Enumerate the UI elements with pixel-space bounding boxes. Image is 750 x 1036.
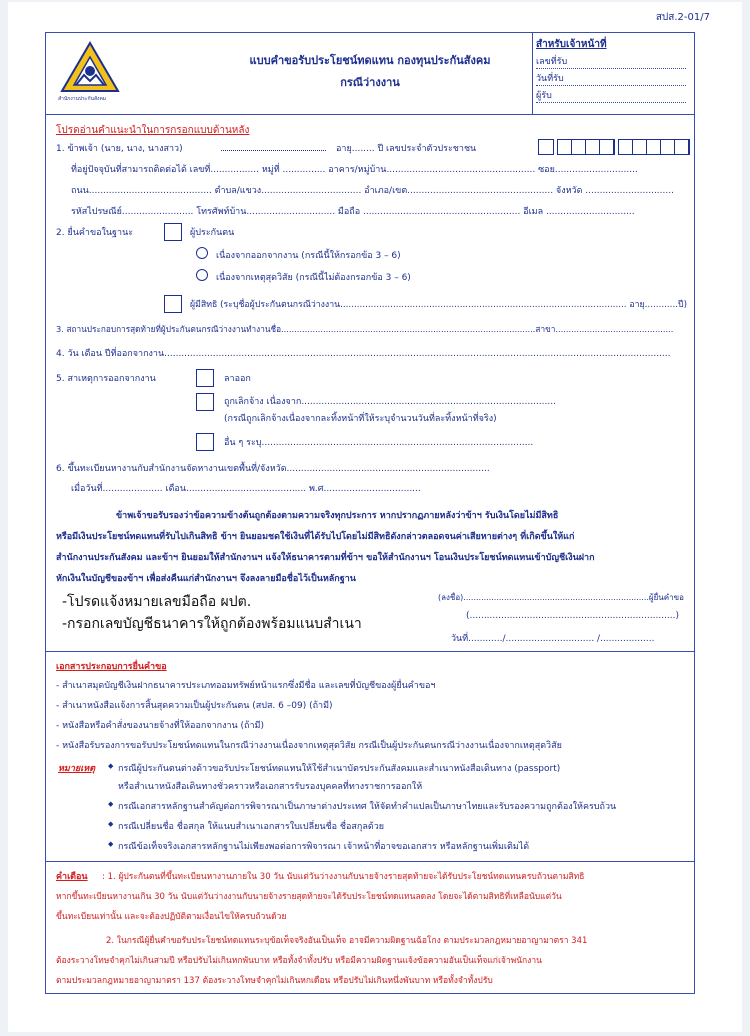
s1-address-line[interactable]: ที่อยู่ปัจจุบันที่สามารถติดต่อได้ เลขที่................. หมู่ที่ ............... อาคาร/หมู่บ้าน.................................................... ซอย............................. — [71, 165, 638, 175]
bullet-icon: ◆ — [108, 840, 114, 848]
warning-label: คำเตือน — [56, 872, 88, 882]
s3-workplace-line[interactable]: 3. สถานประกอบการสุดท้ายที่ผู้ประกันตนกรณีว่างงานทำงานชื่อ.................................................................................................สาขา............................................. — [56, 324, 674, 334]
officer-receipt-date[interactable]: วันที่รับ — [536, 71, 686, 86]
s2-label: 2. ยื่นคำขอในฐานะ — [56, 228, 134, 238]
note-item: กรณีข้อเท็จจริงเอกสารหลักฐานไม่เพียงพอต่อการพิจารณา เจ้าหน้าที่อาจขอเอกสาร หรือหลักฐานเพิ่มเติมได้ — [118, 842, 530, 852]
warning-line: : 1. ผู้ประกันตนที่ขึ้นทะเบียนหางานภายใน 30 วัน นับแต่วันว่างงานกับนายจ้างรายสุดท้ายจะได้รับประโยชน์ทดแทนครบถ้วนตามสิทธิ — [102, 872, 585, 882]
divider — [46, 114, 694, 115]
handwritten-note-bank: -กรอกเลขบัญชีธนาคารให้ถูกต้องพร้อมแนบสำเนา — [62, 616, 362, 632]
handwritten-note-phone: -โปรดแจ้งหมายเลขมือถือ ผปต. — [62, 594, 252, 610]
note-label: หมายเหตุ — [58, 764, 96, 774]
heir-label: ผู้มีสิทธิ (ระบุชื่อผู้ประกันตนกรณีว่างงาน....................................................................................................... อายุ............ปี) — [190, 300, 687, 310]
document-item: - หนังสือหรือคำสั่งของนายจ้างที่ให้ออกจากงาน (ถ้ามี) — [56, 721, 264, 731]
reason-termination-label: เนื่องจากออกจากงาน (กรณีนี้ให้กรอกข้อ 3 – 6) — [216, 251, 401, 261]
s4-date-line[interactable]: 4. วัน เดือน ปีที่ออกจากงาน................................................................................................................................................................................. — [56, 349, 671, 359]
declaration-line: สำนักงานประกันสังคม และข้าฯ ยินยอมให้สำนักงานฯ แจ้งให้ธนาคารตามที่ข้าฯ ขอให้สำนักงานฯ โอนเงินประโยชน์ทดแทนเข้าบัญชีเงินฝาก — [56, 553, 595, 563]
resigned-label: ลาออก — [224, 374, 251, 384]
s5-label: 5. สาเหตุการออกจากงาน — [56, 374, 156, 384]
dismissed-label: ถูกเลิกจ้าง เนื่องจาก......................................................................................... — [224, 397, 556, 407]
instruction-link[interactable]: โปรดอ่านคำแนะนำในการกรอกแบบด้านหลัง — [56, 125, 250, 136]
warning-line: หากขึ้นทะเบียนหางานเกิน 30 วัน นับแต่วันว่างงานกับนายจ้างรายสุดท้ายจะได้รับประโยชน์ทดแทนลดลง โดยจะได้ตามสิทธิที่เหลือนับแต่วัน — [56, 892, 562, 902]
reason-force-majeure-radio[interactable] — [196, 269, 208, 281]
document-item: - สำเนาสมุดบัญชีเงินฝากธนาคารประเภทออมทรัพย์หน้าแรกซึ่งมีชื่อ และเลขที่บัญชีของผู้ยื่นคำขอฯ — [56, 681, 436, 691]
s1-road-line[interactable]: ถนน........................................... ตำบล/แขวง................................... อำเภอ/เขต................................................... จังหวัด ............................... — [71, 186, 674, 196]
resigned-checkbox[interactable] — [196, 369, 214, 387]
declaration-line: หรือมีเงินประโยชน์ทดแทนที่รับไปเกินสิทธิ ข้าฯ ยินยอมชดใช้เงินที่ได้รับไปโดยไม่มีสิทธิดังกล่าวตลอดจนค่าเสียหายต่างๆ ที่เกิดขึ้นให้แก่ — [56, 532, 575, 542]
bullet-icon: ◆ — [108, 800, 114, 808]
warning-line: 2. ในกรณีผู้ยื่นคำขอรับประโยชน์ทดแทนระบุข้อเท็จจริงอันเป็นเท็จ อาจมีความผิดฐานฉ้อโกง ตามประมวลกฎหมายอาญามาตรา 341 — [106, 936, 588, 946]
id-digit-group[interactable] — [618, 139, 690, 155]
officer-box — [532, 33, 694, 114]
signature-name-line[interactable]: (........................................................................) — [466, 611, 680, 621]
form-subtitle: กรณีว่างงาน — [340, 76, 400, 89]
note-item: กรณีเอกสารหลักฐานสำคัญต่อการพิจารณาเป็นภาษาต่างประเทศ ให้จัดทำคำแปลเป็นภาษาไทยและรับรองความถูกต้องให้ครบถ้วน — [118, 802, 617, 812]
other-reason-checkbox[interactable] — [196, 433, 214, 451]
reason-force-majeure-label: เนื่องจากเหตุสุดวิสัย (กรณีนี้ไม่ต้องกรอกข้อ 3 – 6) — [216, 273, 411, 283]
warning-line: ต้องระวางโทษจำคุกไม่เกินสามปี หรือปรับไม่เกินหกพันบาท หรือทั้งจำทั้งปรับ หรือมีความผิดฐานแจ้งข้อความอันเป็นเท็จแก่เจ้าพนักงาน — [56, 956, 542, 966]
document-item: - สำเนาหนังสือแจ้งการสิ้นสุดความเป็นผู้ประกันตน (สปส. 6 –09) (ถ้ามี) — [56, 701, 333, 711]
form-frame — [45, 32, 695, 994]
note-item: กรณีเปลี่ยนชื่อ ชื่อสกุล ให้แนบสำเนาเอกสารใบเปลี่ยนชื่อ ชื่อสกุลด้วย — [118, 822, 385, 832]
form-title: แบบคำขอรับประโยชน์ทดแทน กองทุนประกันสังคม — [249, 54, 491, 67]
reason-termination-radio[interactable] — [196, 247, 208, 259]
declaration-line: ข้าพเจ้าขอรับรองว่าข้อความข้างต้นถูกต้องตามความจริงทุกประการ หากปรากฏภายหลังว่าข้าฯ รับเงินโดยไม่มีสิทธิ — [116, 511, 559, 521]
signature-date-line[interactable]: วันที่............/............................... /................... — [451, 634, 655, 644]
s6-office-line[interactable]: 6. ขึ้นทะเบียนหางานกับสำนักงานจัดหางานเขตพื้นที่/จังหวัด....................................................................... — [56, 464, 490, 474]
documents-heading: เอกสารประกอบการยื่นคำขอ — [56, 662, 167, 672]
s1-name-field[interactable] — [221, 150, 326, 151]
insured-checkbox[interactable] — [164, 223, 182, 241]
heir-checkbox[interactable] — [164, 295, 182, 313]
other-reason-label: อื่น ๆ ระบุ............................................................................................... — [224, 438, 534, 448]
note-item: กรณีผู้ประกันตนต่างด้าวขอรับประโยชน์ทดแทนให้ใช้สำเนาบัตรประกันสังคมและสำเนาหนังสือเดินทาง (passport) — [118, 764, 561, 774]
s1-age-id-label: อายุ........ ปี เลขประจำตัวประชาชน — [336, 144, 477, 154]
form-number: สปส.2-01/7 — [655, 12, 710, 23]
signature-line[interactable]: (ลงชื่อ).........................................................................ผู้ยื่นคำขอ — [438, 593, 684, 602]
bullet-icon: ◆ — [108, 820, 114, 828]
divider — [46, 861, 694, 862]
id-digit-group[interactable] — [557, 139, 615, 155]
warning-line: ตามประมวลกฎหมายอาญามาตรา 137 ต้องระวางโทษจำคุกไม่เกินหกเดือน หรือปรับไม่เกินหนึ่งพันบาท หรือทั้งจำทั้งปรับ — [56, 976, 493, 986]
warning-line: ขึ้นทะเบียนเท่านั้น และจะต้องปฏิบัติตามเงื่อนไขให้ครบถ้วนด้วย — [56, 912, 287, 922]
bullet-icon: ◆ — [108, 762, 114, 770]
insured-label: ผู้ประกันตน — [190, 228, 235, 238]
s6-date-line[interactable]: เมื่อวันที่..................... เดือน.......................................... พ.ศ.................................. — [71, 484, 421, 494]
note-item: หรือสำเนาหนังสือเดินทางชั่วคราวหรือเอกสารรับรองบุคคลที่ทางราชการออกให้ — [118, 782, 423, 792]
logo-caption: สำนักงานประกันสังคม — [58, 96, 107, 102]
id-digit-box[interactable] — [538, 139, 554, 155]
officer-receipt-no[interactable]: เลขที่รับ — [536, 54, 686, 69]
declaration-line: หักเงินในบัญชีของข้าฯ เพื่อส่งคืนแก่สำนักงานฯ จึงลงลายมือชื่อไว้เป็นหลักฐาน — [56, 574, 356, 584]
dismissed-checkbox[interactable] — [196, 393, 214, 411]
officer-receiver[interactable]: ผู้รับ — [536, 88, 686, 103]
s1-name-label: 1. ข้าพเจ้า (นาย, นาง, นางสาว) — [56, 144, 183, 154]
s1-contact-line[interactable]: รหัสไปรษณีย์......................... โทรศัพท์บ้าน............................... มือถือ ....................................................... อีเมล ............................... — [71, 207, 635, 217]
dismissed-note: (กรณีถูกเลิกจ้างเนื่องจากละทิ้งหน้าที่ให้ระบุจำนวนวันที่ละทิ้งหน้าที่จริง) — [224, 414, 497, 424]
divider — [46, 651, 694, 652]
officer-heading: สำหรับเจ้าหน้าที่ — [536, 39, 607, 50]
document-item: - หนังสือรับรองการขอรับประโยชน์ทดแทนในกรณีว่างงานเนื่องจากเหตุสุดวิสัย กรณีเป็นผู้ประกันตนกรณีว่างงานเนื่องจากเหตุสุดวิสัย — [56, 741, 562, 751]
